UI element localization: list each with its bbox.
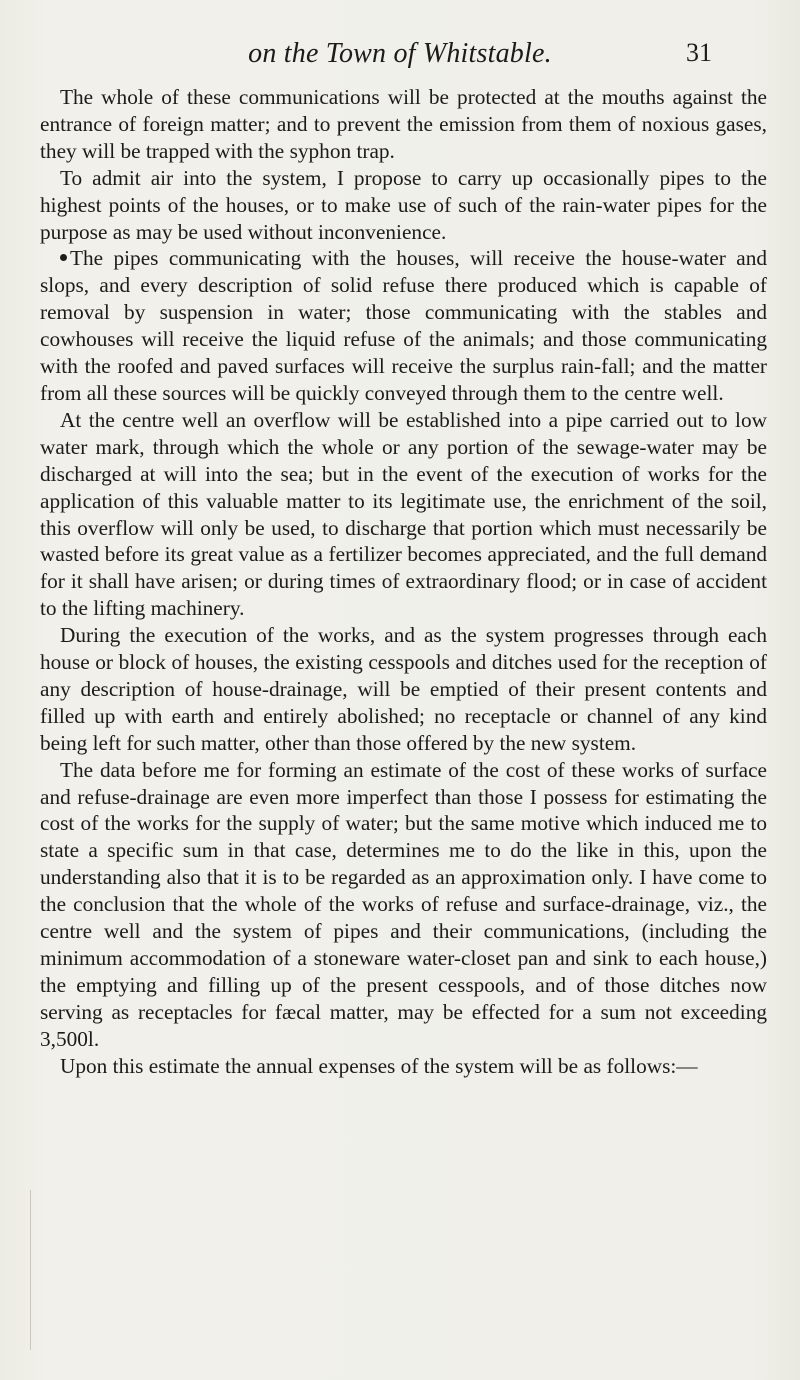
page-number: 31 xyxy=(686,38,712,67)
paragraph-annual-expenses: Upon this estimate the annual expenses of the system will be as follows:— xyxy=(60,1053,698,1078)
margin-rule xyxy=(30,1190,31,1350)
paragraph-pipe-communications xyxy=(40,245,767,406)
running-title: on the Town of Whitstable. xyxy=(248,38,552,69)
body-text xyxy=(40,84,767,1080)
paragraph-centre-well-overflow: At the centre well an overflow will be established into a pipe carried out to low water mark, through which the whole or any portion of the sewage-water may be discharged at will into the sea; but in the event of the execution of works for the application of this valuable matter to its legitimate use, the enrichment of the soil, this overflow will only be used, to discharge that portion which must necessarily be wasted before its great value as a fertilizer becomes appreciated, and the full demand for it shall have arisen; or during times of extraordinary flood; or in case of accident to the lifting machinery. xyxy=(40,407,767,621)
paragraph-pipe-communications-text: The pipes communicating with the houses, will receive the house-water and slops, and every description of solid refuse there produced which is capable of removal by suspension in water; those communicating with the stables and cowhouses will receive the liquid refuse of the animals; and those communicating with the roofed and paved surfaces will receive the surplus rain-fall; and the matter from all these sources will be quickly conveyed through them to the centre well. xyxy=(40,246,767,405)
running-head xyxy=(0,38,800,78)
paragraph-air-pipes: To admit air into the system, I propose to carry up occasionally pipes to the highest points of the houses, or to make use of such of the rain-water pipes for the purpose as may be used without inconvenience. xyxy=(40,165,767,244)
paragraph-cost-estimate: The data before me for forming an estimate of the cost of these works of surface and refuse-drainage are even more imperfect than those I possess for estimating the cost of the works for the supply of water; but the same motive which induced me to state a specific sum in that case, determines me to do the like in this, upon the understanding also that it is to be regarded as an approximation only. I have come to the conclusion that the whole of the works of refuse and surface-drainage, viz., the centre well and the system of pipes and their communications, (including the minimum accommodation of a stoneware water-closet pan and sink to each house,) the emptying and filling up of the present cesspools, and of those ditches now serving as receptacles for fæcal matter, may be effected for a sum not exceeding 3,500l. xyxy=(40,757,767,1051)
paragraph-trap-protection: The whole of these communications will be protected at the mouths against the entrance of foreign matter; and to prevent the emission from them of noxious gases, they will be trapped with the syphon trap. xyxy=(40,85,767,163)
paragraph-cesspools-abolished: During the execution of the works, and as the system progresses through each house or block of houses, the existing cesspools and ditches used for the reception of any description of house-drainage, will be emptied of their present contents and filled up with earth and entirely abolished; no receptacle or channel of any kind being left for such matter, other than those offered by the new system. xyxy=(40,623,767,755)
bullet-mark-icon xyxy=(60,254,67,261)
